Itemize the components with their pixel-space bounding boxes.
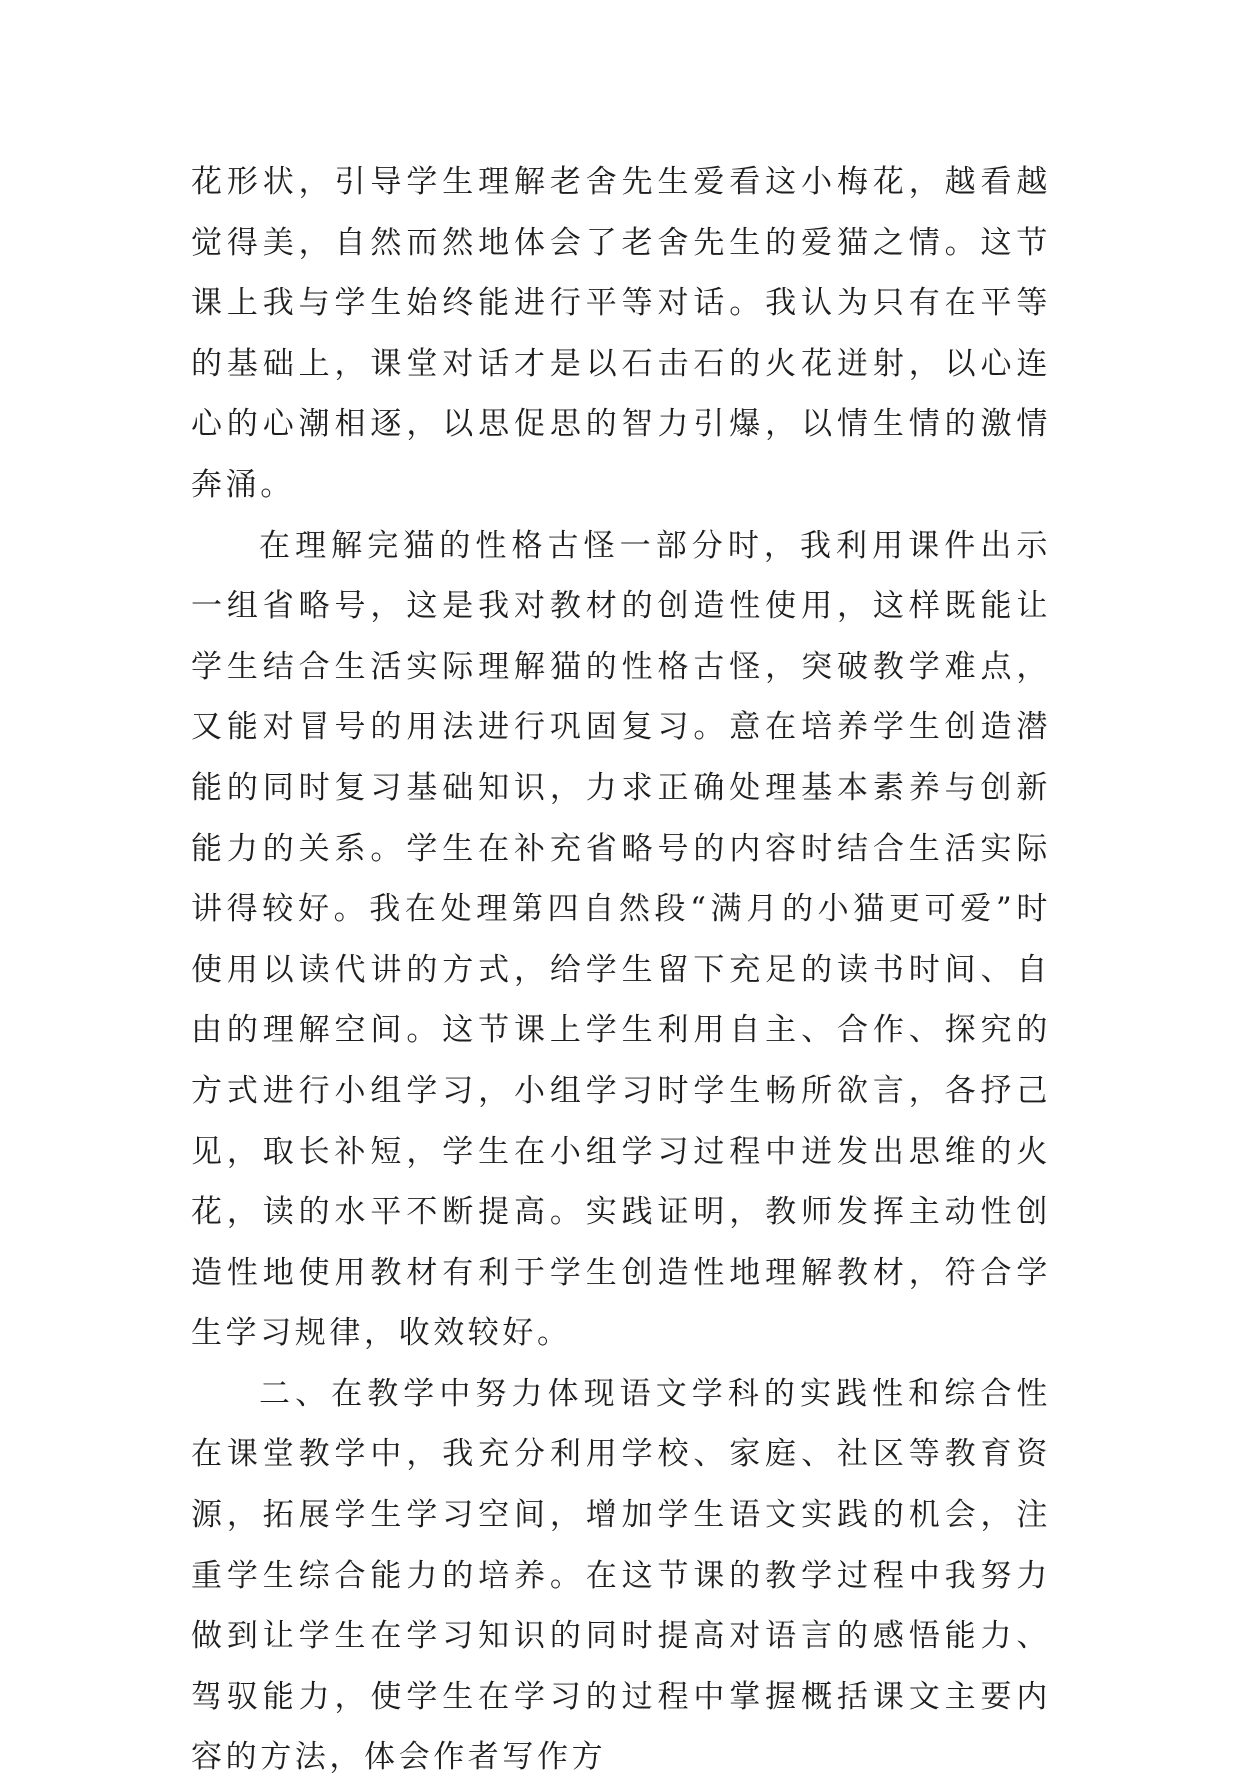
body-text [191,152,1051,1788]
paragraph-3: 二、在教学中努力体现语文学科的实践性和综合性在课堂教学中，我充分利用学校、家庭、社区等教育资源，拓展学生学习空间，增加学生语文实践的机会，注重学生综合能力的培养。在这节课的教学过程中我努力做到让学生在学习知识的同时提高对语言的感悟能力、驾驭能力，使学生在学习的过程中掌握概括课文主要内容的方法，体会作者写作方 [191,1375,1051,1776]
paragraph-1: 花形状，引导学生理解老舍先生爱看这小梅花，越看越觉得美，自然而然地体会了老舍先生的爱猫之情。这节课上我与学生始终能进行平等对话。我认为只有在平等的基础上，课堂对话才是以石击石的火花迸射，以心连心的心潮相逐，以思促思的智力引爆，以情生情的激情奔涌。 [191,164,1051,503]
paragraph-2: 在理解完猫的性格古怪一部分时，我利用课件出示一组省略号，这是我对教材的创造性使用，这样既能让学生结合生活实际理解猫的性格古怪，突破教学难点，又能对冒号的用法进行巩固复习。意在培养学生创造潜能的同时复习基础知识，力求正确处理基本素养与创新能力的关系。学生在补充省略号的内容时结合生活实际讲得较好。我在处理第四自然段“满月的小猫更可爱”时使用以读代讲的方式，给学生留下充足的读书时间、自由的理解空间。这节课上学生利用自主、合作、探究的方式进行小组学习，小组学习时学生畅所欲言，各抒己见，取长补短，学生在小组学习过程中迸发出思维的火花，读的水平不断提高。实践证明，教师发挥主动性创造性地使用教材有利于学生创造性地理解教材，符合学生学习规律，收效较好。 [191,527,1051,1352]
